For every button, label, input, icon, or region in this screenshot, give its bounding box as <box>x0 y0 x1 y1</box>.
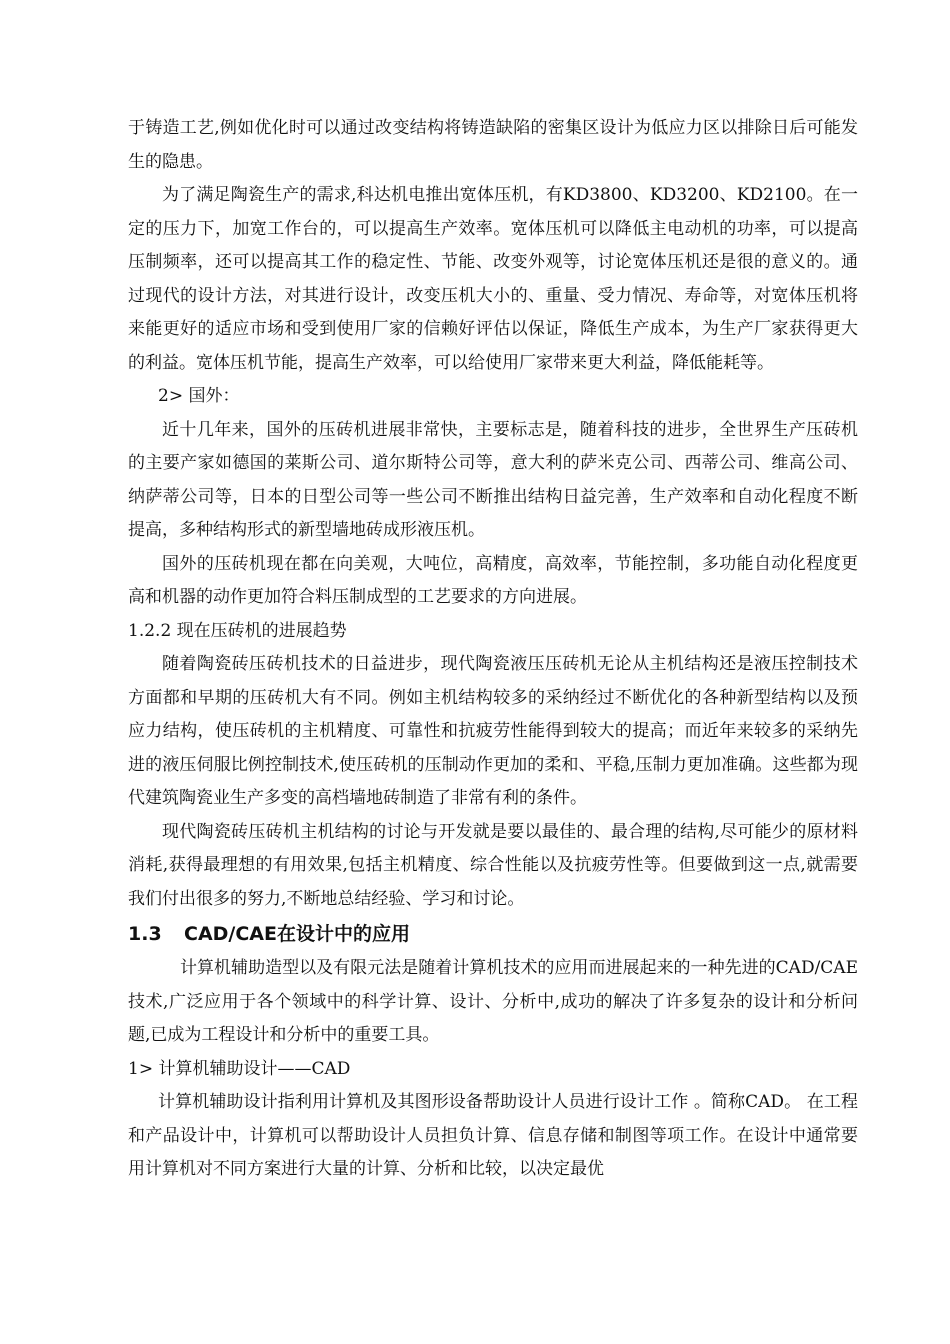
list-item-foreign: 2> 国外： <box>158 386 240 406</box>
paragraph-tech-progress: 随着陶瓷砖压砖机技术的日益进步，现代陶瓷液压压砖机无论从主机结构还是液压控制技术方面都和早期的压砖机大有不同。例如主机结构较多的采纳经过不断优化的各种新型结构以及预应力结构，使压砖机的主机精度、可靠性和抗疲劳性能得到较大的提高；而近年来较多的采纳先进的液压伺服比例控制技术,使压砖机的压制动作更加的柔和、平稳,压制力更加准确。这些都为现代建筑陶瓷业生产多变的高档墙地砖制造了非常有利的条件。 <box>128 654 858 808</box>
list-item-cad: 1> 计算机辅助设计——CAD <box>128 1058 351 1079</box>
paragraph-foreign-progress: 近十几年来，国外的压砖机进展非常快，主要标志是，随着科技的进步，全世界生产压砖机的主要产家如德国的莱斯公司、道尔斯特公司等，意大利的萨米克公司、西蒂公司、维高公司、纳萨蒂公司等，日本的日型公司等一些公司不断推出结构日益完善，生产效率和自动化程度不断提高，多种结构形式的新型墙地砖成形液压机。 <box>128 419 858 540</box>
section-title: CAD/CAE在设计中的应用 <box>184 923 410 945</box>
paragraph-cad-cae: 计算机辅助造型以及有限元法是随着计算机技术的应用而进展起来的一种先进的CAD/CAE技术,广泛应用于各个领域中的科学计算、设计、分析中,成功的解决了许多复杂的设计和分析问题,已成为工程设计和分析中的重要工具。 <box>128 958 858 1045</box>
paragraph-foreign-trend: 国外的压砖机现在都在向美观，大吨位，高精度，高效率，节能控制，多功能自动化程度更高和机器的动作更加符合料压制成型的工艺要求的方向进展。 <box>128 553 858 607</box>
document-body <box>128 112 858 1187</box>
subsection-heading: 1.2.2 现在压砖机的进展趋势 <box>128 620 347 641</box>
paragraph-wide-press: 为了满足陶瓷生产的需求,科达机电推出宽体压机，有KD3800、KD3200、KD2100。在一定的压力下，加宽工作台的，可以提高生产效率。宽体压机可以降低主电动机的功率，可以提高压制频率，还可以提高其工作的稳定性、节能、改变外观等，讨论宽体压机还是很的意义的。通过现代的设计方法，对其进行设计，改变压机大小的、重量、受力情况、寿命等，对宽体压机将来能更好的适应市场和受到使用厂家的信赖好评估以保证，降低生产成本，为生产厂家获得更大的利益。宽体压机节能，提高生产效率，可以给使用厂家带来更大利益，降低能耗等。 <box>128 185 858 373</box>
section-number: 1.3 <box>128 923 162 945</box>
section-heading <box>128 916 858 952</box>
paragraph-casting: 于铸造工艺,例如优化时可以通过改变结构将铸造缺陷的密集区设计为低应力区以排除日后可能发生的隐患。 <box>128 118 858 172</box>
paragraph-structure-research: 现代陶瓷砖压砖机主机结构的讨论与开发就是要以最佳的、最合理的结构,尽可能少的原材料消耗,获得最理想的有用效果,包括主机精度、综合性能以及抗疲劳性等。但要做到这一点,就需要我们付出很多的努力,不断地总结经验、学习和讨论。 <box>128 821 858 909</box>
paragraph-cad-definition: 计算机辅助设计指利用计算机及其图形设备帮助设计人员进行设计工作 。简称CAD。 在工程和产品设计中，计算机可以帮助设计人员担负计算、信息存储和制图等项工作。在设计中通常要用计算机对不同方案进行大量的计算、分析和比较，以决定最优 <box>128 1092 858 1179</box>
